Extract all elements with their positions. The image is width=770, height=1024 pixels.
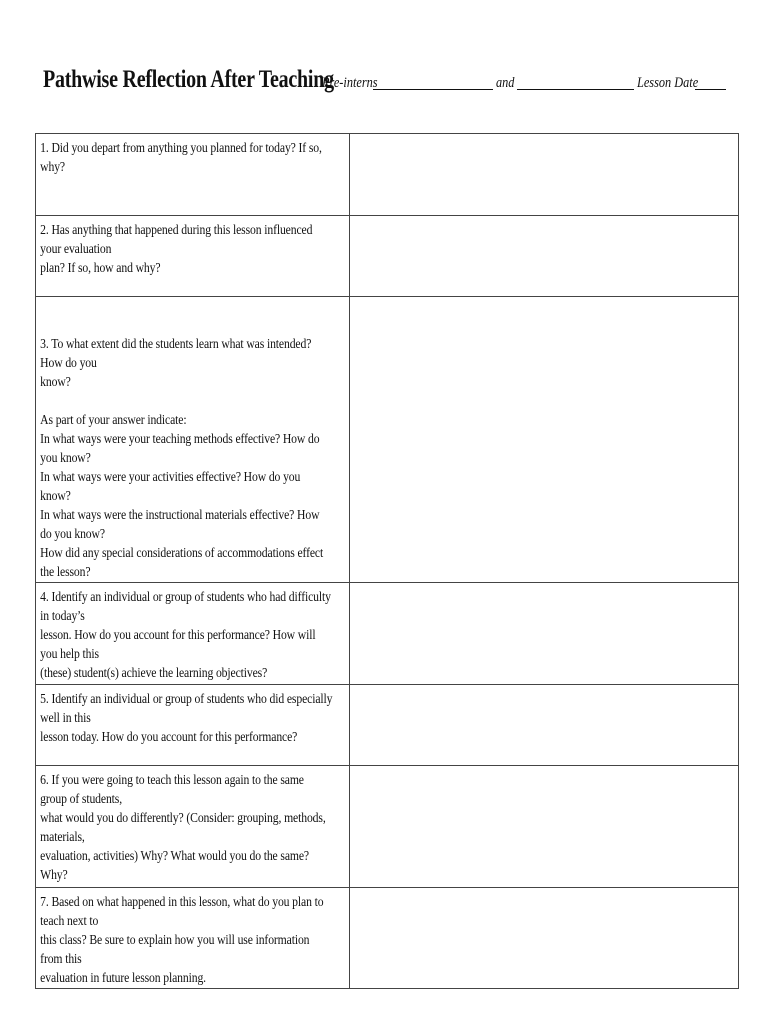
table-row	[36, 766, 739, 888]
question-line: 1. Did you depart from anything you planned for today? If so, why?	[40, 141, 322, 175]
answer-field-2[interactable]	[350, 216, 739, 297]
question-line: (these) student(s) achieve the learning objectives?	[40, 666, 268, 681]
question-2-text	[36, 216, 332, 278]
form-title: Pathwise Reflection After Teaching	[43, 66, 334, 93]
sub-item: In what ways were the instructional materials effective? How do you know?	[40, 508, 320, 542]
answer-field-4[interactable]	[350, 583, 739, 685]
question-cell-5	[36, 685, 350, 766]
question-line: 6. If you were going to teach this lesson again to the same group of students,	[40, 773, 304, 807]
question-line: 2. Has anything that happened during this lesson influenced your evaluation	[40, 223, 313, 257]
pre-interns-label: Pre-interns	[322, 75, 378, 91]
table-row	[36, 583, 739, 685]
question-cell-6	[36, 766, 350, 888]
table-row	[36, 888, 739, 989]
question-line: evaluation in future lesson planning.	[40, 971, 206, 986]
question-cell-1	[36, 134, 350, 216]
question-3-text	[36, 297, 332, 582]
question-line: 3. To what extent did the students learn what was intended? How do you	[40, 337, 312, 371]
question-6-text	[36, 766, 332, 885]
table-row	[36, 685, 739, 766]
question-4-text	[36, 583, 332, 683]
answer-field-5[interactable]	[350, 685, 739, 766]
lesson-date-label: Lesson Date	[637, 75, 699, 91]
sub-item: In what ways were your activities effective? How do you know?	[40, 470, 301, 504]
question-5-text	[36, 685, 332, 747]
question-line: this class? Be sure to explain how you will use information from this	[40, 933, 310, 967]
lesson-date-blank[interactable]	[695, 89, 726, 90]
form-header	[43, 66, 743, 100]
question-7-text	[36, 888, 332, 988]
question-line: 4. Identify an individual or group of students who had difficulty in today’s	[40, 590, 331, 624]
question-line: lesson today. How do you account for this performance?	[40, 730, 298, 745]
question-cell-4	[36, 583, 350, 685]
answer-field-6[interactable]	[350, 766, 739, 888]
question-1-text	[36, 134, 332, 177]
answer-field-7[interactable]	[350, 888, 739, 989]
question-line: plan? If so, how and why?	[40, 261, 161, 276]
question-line: what would you do differently? (Consider: grouping, methods, materials,	[40, 811, 326, 845]
and-label: and	[496, 75, 515, 91]
sub-item: How did any special considerations of accommodations effect the lesson?	[40, 546, 324, 580]
pre-intern-1-blank[interactable]	[373, 89, 493, 90]
question-line: 7. Based on what happened in this lesson, what do you plan to teach next to	[40, 895, 324, 929]
question-cell-7	[36, 888, 350, 989]
reflection-table	[35, 133, 739, 989]
pre-intern-2-blank[interactable]	[517, 89, 634, 90]
table-row	[36, 134, 739, 216]
question-cell-3	[36, 297, 350, 583]
question-line: 5. Identify an individual or group of students who did especially well in this	[40, 692, 333, 726]
sub-item: In what ways were your teaching methods effective? How do you know?	[40, 432, 320, 466]
question-line: evaluation, activities) Why? What would you do the same? Why?	[40, 849, 309, 883]
question-line: know?	[40, 375, 71, 390]
table-row	[36, 216, 739, 297]
answer-field-3[interactable]	[350, 297, 739, 583]
question-line: lesson. How do you account for this performance? How will you help this	[40, 628, 316, 662]
sub-heading: As part of your answer indicate:	[40, 413, 187, 428]
answer-field-1[interactable]	[350, 134, 739, 216]
question-cell-2	[36, 216, 350, 297]
table-row	[36, 297, 739, 583]
